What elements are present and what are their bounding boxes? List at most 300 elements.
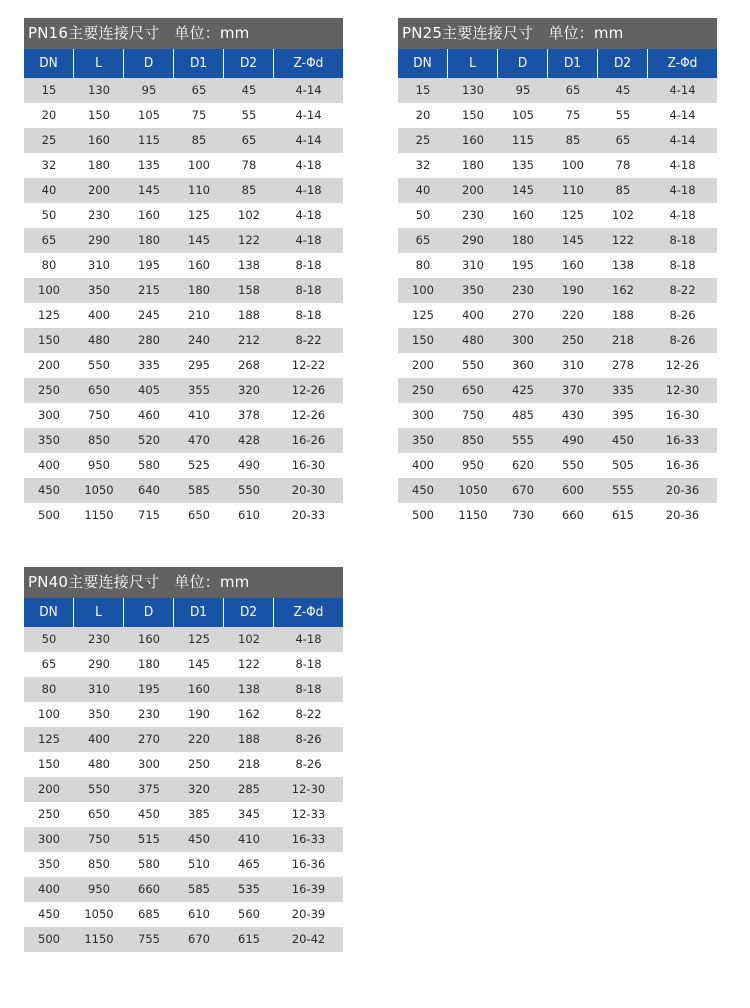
column-header: D	[498, 49, 548, 78]
table-cell: 250	[412, 383, 434, 397]
table-cell: 750	[462, 408, 484, 422]
table-pn25	[398, 18, 717, 528]
table-cell: 80	[41, 258, 57, 272]
table-cell: 585	[188, 882, 210, 896]
table-cell: 78	[615, 158, 631, 172]
table-cell: 375	[138, 782, 160, 796]
table-cell: 122	[238, 657, 260, 671]
table-cell: 310	[462, 258, 484, 272]
table-cell: 500	[38, 508, 60, 522]
table-cell: 138	[238, 258, 260, 272]
table-row	[398, 78, 717, 103]
table-cell: 245	[138, 308, 160, 322]
table-row	[398, 178, 717, 203]
table-cell: 250	[562, 333, 584, 347]
table-cell: 195	[138, 682, 160, 696]
table-cell: 45	[241, 83, 257, 97]
table-cell: 188	[238, 308, 260, 322]
table-cell: 145	[562, 233, 584, 247]
table-cell: 450	[412, 483, 434, 497]
table-row	[24, 253, 343, 278]
table-cell: 110	[562, 183, 584, 197]
column-header: D1	[548, 49, 598, 78]
table-cell: 500	[412, 508, 434, 522]
column-header: D2	[598, 49, 648, 78]
table-cell: 85	[191, 133, 207, 147]
table-cell: 20-30	[291, 483, 326, 497]
table-cell: 8-18	[295, 308, 322, 322]
table-cell: 610	[188, 907, 210, 921]
table-cell: 4-14	[295, 83, 322, 97]
header-row	[24, 598, 343, 627]
table-cell: 295	[188, 358, 210, 372]
table-row	[398, 203, 717, 228]
table-cell: 145	[188, 657, 210, 671]
table-cell: 290	[88, 657, 110, 671]
table-row	[24, 652, 343, 677]
table-cell: 400	[412, 458, 434, 472]
table-cell: 210	[188, 308, 210, 322]
table-cell: 1150	[458, 508, 488, 522]
column-header: L	[74, 598, 124, 627]
table-cell: 75	[565, 108, 581, 122]
table-cell: 230	[512, 283, 534, 297]
table-cell: 55	[241, 108, 257, 122]
table-cell: 16-36	[291, 857, 326, 871]
table-cell: 125	[412, 308, 434, 322]
table-row	[398, 128, 717, 153]
column-header: DN	[398, 49, 448, 78]
table-cell: 650	[462, 383, 484, 397]
table-cell: 320	[238, 383, 260, 397]
table-cell: 180	[188, 283, 210, 297]
table-cell: 20-42	[291, 932, 326, 946]
table-cell: 220	[188, 732, 210, 746]
table-cell: 65	[41, 233, 57, 247]
table-cell: 278	[612, 358, 634, 372]
table-cell: 950	[88, 882, 110, 896]
table-cell: 195	[512, 258, 534, 272]
table-cell: 1150	[84, 508, 114, 522]
column-header: D1	[174, 598, 224, 627]
table-cell: 4-18	[295, 632, 322, 646]
table-row	[398, 103, 717, 128]
table-cell: 250	[188, 757, 210, 771]
table-cell: 180	[138, 233, 160, 247]
column-header: D2	[224, 598, 274, 627]
table-cell: 310	[88, 258, 110, 272]
table-row	[398, 253, 717, 278]
table-cell: 395	[612, 408, 634, 422]
table-cell: 65	[565, 83, 581, 97]
table-cell: 355	[188, 383, 210, 397]
table-cell: 40	[415, 183, 431, 197]
table-cell: 78	[241, 158, 257, 172]
table-cell: 95	[141, 83, 157, 97]
column-header: D	[124, 598, 174, 627]
table-body	[24, 627, 343, 952]
table-body	[398, 78, 717, 528]
table-cell: 16-36	[665, 458, 700, 472]
table-row	[24, 677, 343, 702]
table-cell: 130	[88, 83, 110, 97]
table-row	[24, 203, 343, 228]
table-cell: 350	[462, 283, 484, 297]
table-cell: 450	[38, 907, 60, 921]
table-cell: 1050	[84, 907, 114, 921]
table-row	[24, 278, 343, 303]
table-cell: 150	[462, 108, 484, 122]
table-cell: 85	[241, 183, 257, 197]
table-cell: 16-26	[291, 433, 326, 447]
table-row	[398, 153, 717, 178]
table-cell: 95	[515, 83, 531, 97]
column-header: Z-Φd	[293, 55, 324, 71]
table-cell: 100	[38, 707, 60, 721]
table-title: PN16主要连接尺寸 单位：mm	[24, 18, 343, 49]
table-cell: 300	[412, 408, 434, 422]
table-row	[24, 702, 343, 727]
table-cell: 650	[188, 508, 210, 522]
table-cell: 8-18	[669, 258, 696, 272]
table-cell: 80	[415, 258, 431, 272]
table-cell: 600	[562, 483, 584, 497]
table-cell: 122	[238, 233, 260, 247]
table-title: PN25主要连接尺寸 单位：mm	[398, 18, 717, 49]
table-cell: 162	[238, 707, 260, 721]
table-cell: 145	[512, 183, 534, 197]
table-cell: 200	[38, 782, 60, 796]
table-cell: 25	[415, 133, 431, 147]
table-cell: 85	[615, 183, 631, 197]
table-cell: 360	[512, 358, 534, 372]
table-cell: 190	[562, 283, 584, 297]
table-cell: 410	[238, 832, 260, 846]
table-cell: 150	[88, 108, 110, 122]
table-cell: 125	[188, 632, 210, 646]
table-cell: 350	[38, 857, 60, 871]
table-cell: 32	[415, 158, 431, 172]
table-row	[24, 827, 343, 852]
table-cell: 755	[138, 932, 160, 946]
table-cell: 1050	[458, 483, 488, 497]
table-cell: 510	[188, 857, 210, 871]
table-row	[398, 303, 717, 328]
table-cell: 20	[415, 108, 431, 122]
table-cell: 138	[238, 682, 260, 696]
table-cell: 480	[88, 333, 110, 347]
table-cell: 378	[238, 408, 260, 422]
table-cell: 8-26	[669, 308, 696, 322]
table-cell: 8-22	[295, 333, 322, 347]
table-cell: 15	[41, 83, 57, 97]
table-cell: 285	[238, 782, 260, 796]
table-cell: 400	[38, 882, 60, 896]
table-cell: 32	[41, 158, 57, 172]
table-cell: 8-18	[295, 682, 322, 696]
table-body	[24, 78, 343, 528]
table-cell: 555	[612, 483, 634, 497]
table-cell: 200	[38, 358, 60, 372]
table-cell: 16-33	[291, 832, 326, 846]
table-row	[398, 378, 717, 403]
table-cell: 580	[138, 458, 160, 472]
table-cell: 268	[238, 358, 260, 372]
table-cell: 310	[562, 358, 584, 372]
table-row	[398, 278, 717, 303]
table-cell: 670	[512, 483, 534, 497]
table-cell: 8-22	[295, 707, 322, 721]
table-cell: 50	[41, 208, 57, 222]
table-cell: 20-36	[665, 508, 700, 522]
table-cell: 65	[241, 133, 257, 147]
table-row	[24, 727, 343, 752]
table-row	[24, 228, 343, 253]
table-cell: 1150	[84, 932, 114, 946]
table-row	[24, 877, 343, 902]
table-cell: 310	[88, 682, 110, 696]
table-cell: 160	[138, 632, 160, 646]
table-cell: 195	[138, 258, 160, 272]
table-cell: 160	[512, 208, 534, 222]
table-cell: 450	[612, 433, 634, 447]
table-cell: 12-33	[291, 807, 326, 821]
table-cell: 145	[138, 183, 160, 197]
table-cell: 1050	[84, 483, 114, 497]
table-cell: 115	[512, 133, 534, 147]
table-cell: 650	[88, 807, 110, 821]
table-cell: 660	[138, 882, 160, 896]
table-pn40	[24, 567, 343, 952]
table-row	[24, 328, 343, 353]
table-cell: 4-14	[295, 108, 322, 122]
table-cell: 270	[138, 732, 160, 746]
table-cell: 135	[512, 158, 534, 172]
table-cell: 100	[38, 283, 60, 297]
table-cell: 550	[562, 458, 584, 472]
table-cell: 750	[88, 408, 110, 422]
table-cell: 105	[138, 108, 160, 122]
table-cell: 80	[41, 682, 57, 696]
table-cell: 640	[138, 483, 160, 497]
column-header: DN	[24, 598, 74, 627]
column-header: Z-Φd	[667, 55, 698, 71]
table-cell: 465	[238, 857, 260, 871]
table-cell: 85	[565, 133, 581, 147]
table-cell: 138	[612, 258, 634, 272]
table-cell: 102	[612, 208, 634, 222]
table-cell: 400	[88, 732, 110, 746]
table-cell: 650	[88, 383, 110, 397]
table-cell: 75	[191, 108, 207, 122]
table-cell: 385	[188, 807, 210, 821]
table-cell: 145	[188, 233, 210, 247]
table-row	[24, 802, 343, 827]
table-cell: 160	[188, 258, 210, 272]
table-cell: 515	[138, 832, 160, 846]
table-cell: 230	[88, 208, 110, 222]
table-cell: 850	[88, 857, 110, 871]
table-title: PN40主要连接尺寸 单位：mm	[24, 567, 343, 598]
table-cell: 12-26	[291, 408, 326, 422]
table-cell: 8-26	[669, 333, 696, 347]
table-cell: 16-30	[665, 408, 700, 422]
table-cell: 20-36	[665, 483, 700, 497]
table-row	[24, 503, 343, 528]
header-row	[398, 49, 717, 78]
table-cell: 16-39	[291, 882, 326, 896]
table-cell: 65	[191, 83, 207, 97]
table-cell: 950	[462, 458, 484, 472]
table-cell: 850	[462, 433, 484, 447]
table-cell: 4-18	[669, 208, 696, 222]
table-cell: 480	[462, 333, 484, 347]
table-row	[24, 453, 343, 478]
table-cell: 150	[412, 333, 434, 347]
table-row	[398, 453, 717, 478]
table-cell: 65	[615, 133, 631, 147]
table-cell: 218	[238, 757, 260, 771]
table-cell: 212	[238, 333, 260, 347]
table-cell: 560	[238, 907, 260, 921]
table-cell: 4-18	[295, 233, 322, 247]
table-cell: 300	[38, 408, 60, 422]
table-cell: 335	[138, 358, 160, 372]
table-cell: 8-22	[669, 283, 696, 297]
table-row	[398, 428, 717, 453]
table-cell: 270	[512, 308, 534, 322]
table-row	[398, 353, 717, 378]
table-cell: 4-18	[295, 183, 322, 197]
table-row	[24, 927, 343, 952]
table-cell: 188	[612, 308, 634, 322]
table-cell: 400	[38, 458, 60, 472]
table-row	[24, 428, 343, 453]
table-cell: 160	[462, 133, 484, 147]
table-cell: 12-30	[665, 383, 700, 397]
table-cell: 115	[138, 133, 160, 147]
table-cell: 750	[88, 832, 110, 846]
table-cell: 450	[138, 807, 160, 821]
table-cell: 12-26	[291, 383, 326, 397]
table-row	[24, 178, 343, 203]
table-cell: 4-18	[669, 158, 696, 172]
table-cell: 220	[562, 308, 584, 322]
table-cell: 300	[138, 757, 160, 771]
table-cell: 585	[188, 483, 210, 497]
table-cell: 230	[462, 208, 484, 222]
table-cell: 685	[138, 907, 160, 921]
table-cell: 150	[38, 333, 60, 347]
table-cell: 180	[512, 233, 534, 247]
table-cell: 350	[38, 433, 60, 447]
table-cell: 428	[238, 433, 260, 447]
table-row	[24, 627, 343, 652]
table-cell: 615	[612, 508, 634, 522]
table-cell: 490	[238, 458, 260, 472]
table-cell: 450	[188, 832, 210, 846]
table-cell: 500	[38, 932, 60, 946]
table-cell: 16-33	[665, 433, 700, 447]
table-cell: 65	[41, 657, 57, 671]
table-row	[398, 503, 717, 528]
table-row	[24, 852, 343, 877]
table-cell: 218	[612, 333, 634, 347]
table-cell: 8-18	[295, 283, 322, 297]
table-cell: 20-33	[291, 508, 326, 522]
table-cell: 480	[88, 757, 110, 771]
table-row	[398, 228, 717, 253]
table-cell: 65	[415, 233, 431, 247]
table-cell: 20	[41, 108, 57, 122]
table-cell: 410	[188, 408, 210, 422]
table-cell: 125	[562, 208, 584, 222]
table-cell: 4-14	[669, 133, 696, 147]
table-row	[24, 403, 343, 428]
column-header: D	[124, 49, 174, 78]
table-cell: 240	[188, 333, 210, 347]
table-cell: 670	[188, 932, 210, 946]
table-cell: 200	[88, 183, 110, 197]
table-row	[24, 378, 343, 403]
table-cell: 4-14	[295, 133, 322, 147]
table-cell: 580	[138, 857, 160, 871]
table-cell: 160	[138, 208, 160, 222]
table-cell: 405	[138, 383, 160, 397]
table-cell: 950	[88, 458, 110, 472]
table-cell: 280	[138, 333, 160, 347]
table-cell: 850	[88, 433, 110, 447]
table-row	[24, 78, 343, 103]
table-cell: 102	[238, 632, 260, 646]
table-cell: 470	[188, 433, 210, 447]
column-header: L	[74, 49, 124, 78]
table-row	[24, 478, 343, 503]
table-cell: 300	[512, 333, 534, 347]
column-header: Z-Φd	[293, 604, 324, 620]
header-row	[24, 49, 343, 78]
table-row	[398, 403, 717, 428]
table-row	[24, 128, 343, 153]
table-cell: 188	[238, 732, 260, 746]
table-cell: 715	[138, 508, 160, 522]
table-row	[398, 478, 717, 503]
table-cell: 135	[138, 158, 160, 172]
table-row	[24, 153, 343, 178]
table-row	[24, 353, 343, 378]
table-cell: 250	[38, 807, 60, 821]
table-cell: 160	[562, 258, 584, 272]
table-cell: 520	[138, 433, 160, 447]
table-cell: 350	[412, 433, 434, 447]
table-cell: 490	[562, 433, 584, 447]
table-cell: 505	[612, 458, 634, 472]
table-row	[24, 777, 343, 802]
table-cell: 190	[188, 707, 210, 721]
table-cell: 4-18	[295, 208, 322, 222]
table-cell: 180	[138, 657, 160, 671]
table-cell: 4-18	[669, 183, 696, 197]
table-cell: 320	[188, 782, 210, 796]
table-cell: 535	[238, 882, 260, 896]
table-cell: 230	[88, 632, 110, 646]
table-cell: 16-30	[291, 458, 326, 472]
table-cell: 12-22	[291, 358, 326, 372]
table-cell: 200	[412, 358, 434, 372]
table-cell: 100	[412, 283, 434, 297]
column-header: L	[448, 49, 498, 78]
table-cell: 615	[238, 932, 260, 946]
